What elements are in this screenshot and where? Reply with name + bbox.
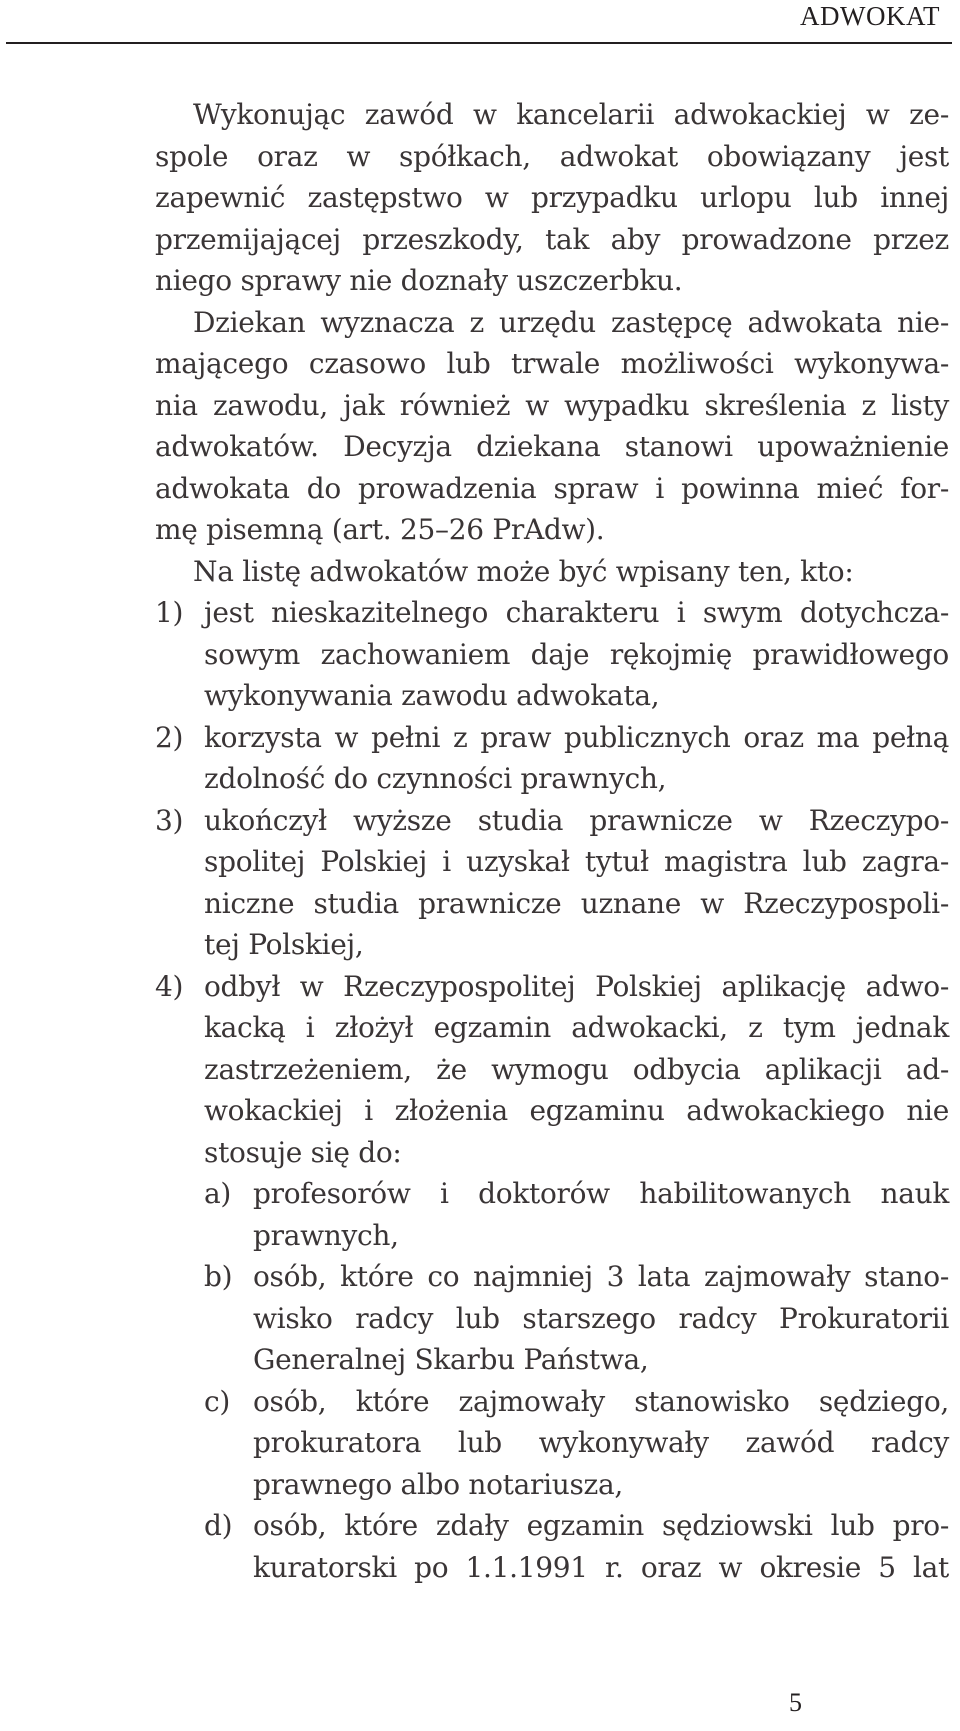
requirements-list <box>155 592 949 1588</box>
list-item-number: 3) <box>155 803 184 837</box>
text-line: sowym zachowaniem daje rękojmię prawidłowego <box>204 637 949 671</box>
paragraph-substitution <box>155 94 949 302</box>
text-line: osób, które co najmniej 3 lata zajmowały stano- <box>253 1260 949 1293</box>
text-line: prawnych, <box>253 1218 399 1252</box>
sublist-item-letter: d) <box>204 1509 233 1542</box>
list-item <box>155 717 949 800</box>
text-line: osób, które zajmowały stanowisko sędziego, <box>253 1384 949 1418</box>
sublist-item-text <box>253 1381 949 1506</box>
page-number: 5 <box>789 1688 802 1717</box>
list-item-text <box>204 592 949 717</box>
text-line: Wykonując zawód w kancelarii adwokackiej w ze- <box>193 98 949 131</box>
sublist-item <box>204 1505 949 1588</box>
text-line: jest nieskazitelnego charakteru i swym dotychcza- <box>204 596 949 629</box>
list-item <box>155 592 949 717</box>
list-item <box>155 966 949 1174</box>
page-body <box>155 94 949 1588</box>
text-line: prawnego albo notariusza, <box>253 1467 624 1501</box>
text-line: wokackiej i złożenia egzaminu adwokackiego nie <box>204 1094 949 1127</box>
text-line: mę pisemną (art. 25–26 PrAdw). <box>155 513 605 546</box>
text-line: przemijającej przeszkody, tak aby prowadzone przez <box>155 222 949 256</box>
text-line: adwokatów. Decyzja dziekana stanowi upoważnienie <box>155 430 949 463</box>
text-line: spole oraz w spółkach, adwokat obowiązany jest <box>155 139 949 173</box>
sublist-item <box>204 1381 949 1506</box>
sublist-item <box>204 1173 949 1256</box>
list-item-number: 2) <box>155 720 184 754</box>
sublist-item-text <box>253 1173 949 1256</box>
sublist-item <box>204 1256 949 1381</box>
text-line: zapewnić zastępstwo w przypadku urlopu lub innej <box>155 181 949 214</box>
list-item-text <box>204 717 949 800</box>
text-line: zastrzeżeniem, że wymogu odbycia aplikacji ad- <box>204 1052 949 1086</box>
text-line: osób, które zdały egzamin sędziowski lub pro- <box>253 1509 949 1542</box>
text-line: spolitej Polskiej i uzyskał tytuł magistra lub zagra- <box>204 845 949 878</box>
text-line: tej Polskiej, <box>204 928 364 961</box>
header-rule <box>6 42 952 44</box>
list-item-number: 4) <box>155 969 184 1003</box>
exemptions-sublist <box>204 1173 949 1588</box>
text-line: adwokata do prowadzenia spraw i powinna mieć for- <box>155 471 949 505</box>
text-line: niczne studia prawnicze uznane w Rzeczypospoli- <box>204 886 949 920</box>
list-item-text <box>204 800 949 966</box>
sublist-item-letter: b) <box>204 1260 233 1293</box>
list-item <box>155 800 949 966</box>
text-line: kacką i złożył egzamin adwokacki, z tym jednak <box>204 1011 949 1044</box>
text-line: korzysta w pełni z praw publicznych oraz ma pełną <box>204 720 949 754</box>
text-line: wisko radcy lub starszego radcy Prokuratorii <box>253 1301 949 1335</box>
text-line: profesorów i doktorów habilitowanych nauk <box>253 1177 949 1210</box>
text-line: kuratorski po 1.1.1991 r. oraz w okresie 5 lat <box>253 1550 949 1584</box>
text-line: ukończył wyższe studia prawnicze w Rzeczypo- <box>204 803 949 837</box>
text-line: nia zawodu, jak również w wypadku skreślenia z listy <box>155 388 949 422</box>
text-line: zdolność do czynności prawnych, <box>204 762 667 795</box>
sublist-item-text <box>253 1505 949 1588</box>
text-line: stosuje się do: <box>204 1135 402 1169</box>
running-head-title: ADWOKAT <box>800 1 940 31</box>
list-intro: Na listę adwokatów może być wpisany ten, kto: <box>193 554 854 588</box>
text-line: niego sprawy nie doznały uszczerbku. <box>155 264 683 297</box>
text-line: prokuratora lub wykonywały zawód radcy <box>253 1426 949 1459</box>
text-line: Generalnej Skarbu Państwa, <box>253 1343 649 1376</box>
text-line: mającego czasowo lub trwale możliwości wykonywa- <box>155 347 949 380</box>
list-item-text <box>204 966 949 1174</box>
sublist-item-letter: c) <box>204 1384 231 1418</box>
paragraph-dean-appointment <box>155 302 949 551</box>
text-line: odbył w Rzeczypospolitej Polskiej aplikację adwo- <box>204 969 949 1003</box>
sublist-item-letter: a) <box>204 1177 232 1210</box>
text-line: wykonywania zawodu adwokata, <box>204 679 660 712</box>
sublist-item-text <box>253 1256 949 1381</box>
text-line: Dziekan wyznacza z urzędu zastępcę adwokata nie- <box>193 305 949 339</box>
list-item-number: 1) <box>155 596 184 629</box>
